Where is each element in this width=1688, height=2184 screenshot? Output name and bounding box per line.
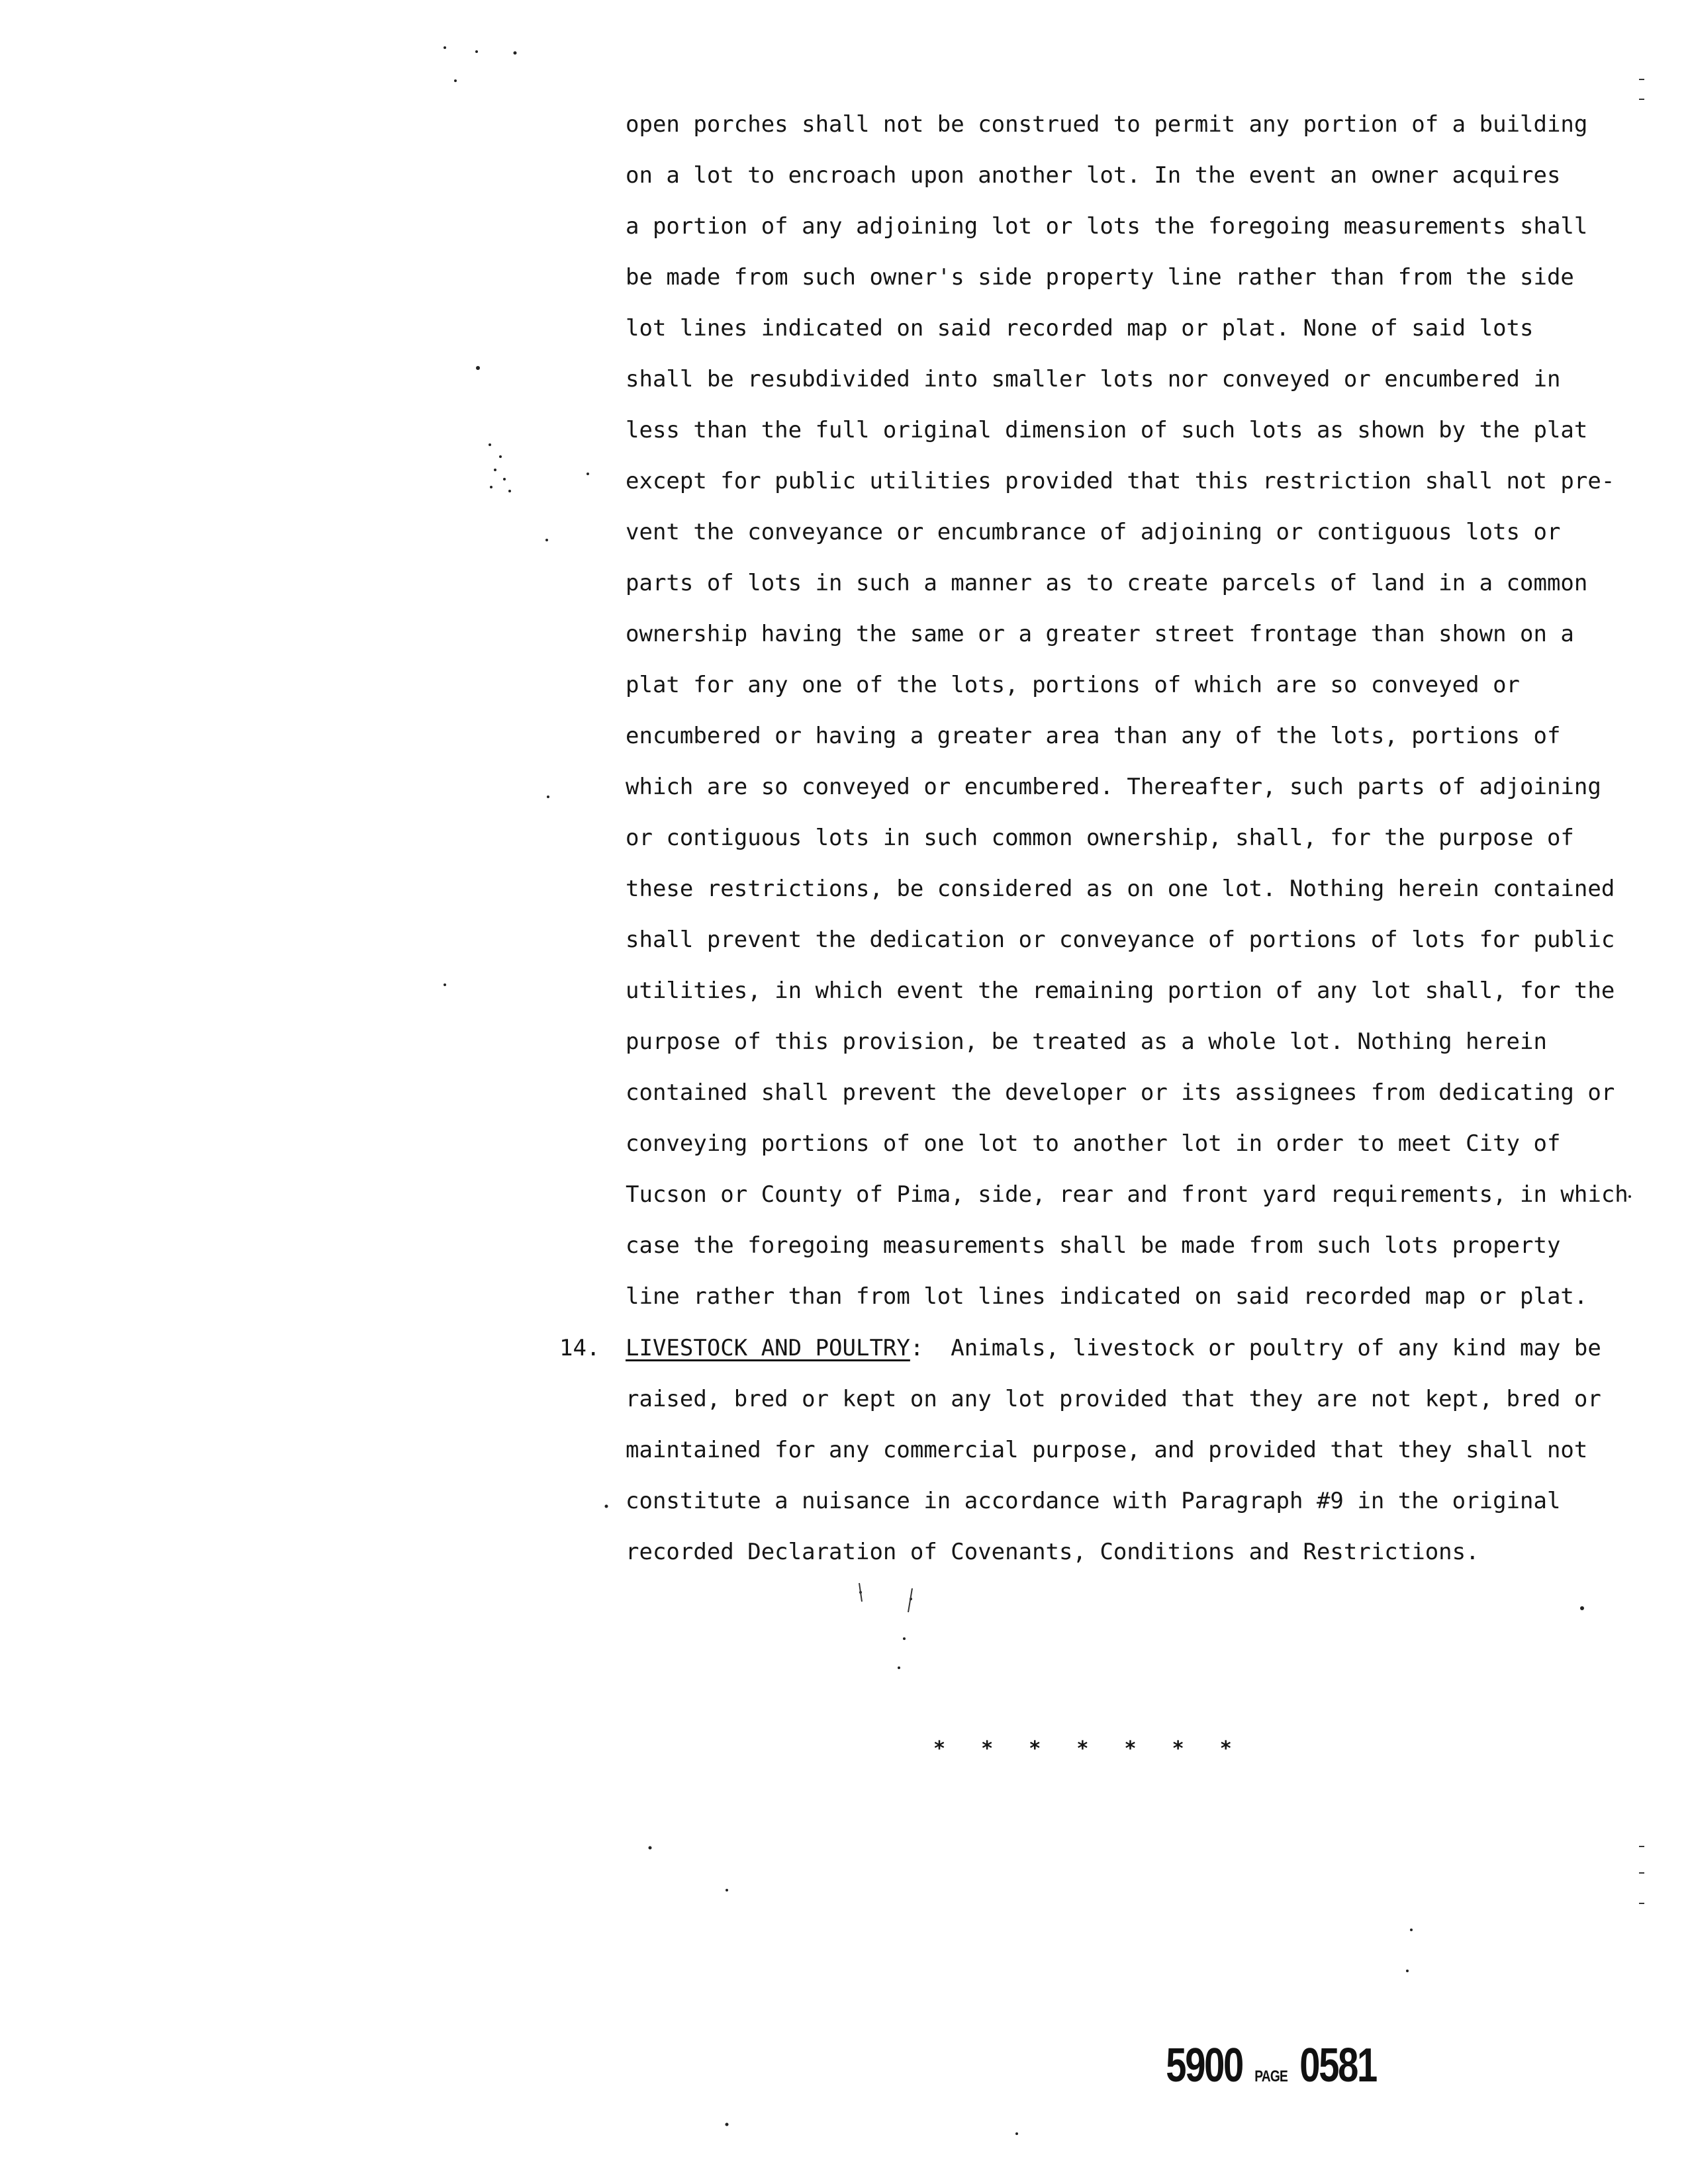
text-line: case the foregoing measurements shall be made from such lots property: [626, 1232, 1561, 1259]
text-line: maintained for any commercial purpose, and provided that they shall not: [626, 1437, 1588, 1463]
text-line: plat for any one of the lots, portions of which are so conveyed or: [626, 672, 1521, 698]
text-line: recorded Declaration of Covenants, Conditions and Restrictions.: [626, 1539, 1479, 1565]
heading-colon: :: [910, 1335, 924, 1361]
text-line: line rather than from lot lines indicated on said recorded map or plat.: [626, 1283, 1588, 1310]
paragraph-number: 14.: [559, 1335, 600, 1361]
section-separator: * * * * * * *: [933, 1737, 1244, 1760]
text-line: conveying portions of one lot to another lot in order to meet City of: [626, 1130, 1561, 1157]
text-line: lot lines indicated on said recorded map or plat. None of said lots: [626, 315, 1534, 341]
text-line: less than the full original dimension of such lots as shown by the plat: [626, 417, 1588, 443]
text-line: shall prevent the dedication or conveyance of portions of lots for public: [626, 927, 1615, 953]
text-line: contained shall prevent the developer or its assignees from dedicating or: [626, 1079, 1615, 1106]
text-line: shall be resubdivided into smaller lots nor conveyed or encumbered in: [626, 366, 1561, 392]
text-line: vent the conveyance or encumbrance of adjoining or contiguous lots or: [626, 519, 1561, 545]
text-line: or contiguous lots in such common ownership, shall, for the purpose of: [626, 825, 1574, 851]
text-line: these restrictions, be considered as on one lot. Nothing herein contained: [626, 876, 1615, 902]
text-line: constitute a nuisance in accordance with Paragraph #9 in the original: [626, 1488, 1561, 1514]
text-line: which are so conveyed or encumbered. Thereafter, such parts of adjoining: [626, 774, 1601, 800]
text-line: Tucson or County of Pima, side, rear and front yard requirements, in which: [626, 1181, 1628, 1208]
book-number: 5900: [1166, 2039, 1243, 2092]
text-line: utilities, in which event the remaining portion of any lot shall, for the: [626, 978, 1615, 1004]
page-number: 0581: [1299, 2039, 1377, 2092]
text-line: parts of lots in such a manner as to create parcels of land in a common: [626, 570, 1588, 596]
text-line: encumbered or having a greater area than any of the lots, portions of: [626, 723, 1561, 749]
text-line: a portion of any adjoining lot or lots the foregoing measurements shall: [626, 213, 1588, 240]
first-line-text: Animals, livestock or poultry of any kind may be: [923, 1335, 1601, 1361]
text-line: raised, bred or kept on any lot provided that they are not kept, bred or: [626, 1386, 1601, 1412]
text-line: open porches shall not be construed to permit any portion of a building: [626, 111, 1588, 138]
text-line: be made from such owner's side property line rather than from the side: [626, 264, 1574, 291]
text-line: on a lot to encroach upon another lot. In the event an owner acquires: [626, 162, 1561, 189]
page-label: PAGE: [1254, 2068, 1288, 2085]
text-line: ownership having the same or a greater street frontage than shown on a: [626, 621, 1574, 647]
text-line: except for public utilities provided that this restriction shall not pre-: [626, 468, 1615, 494]
text-line: purpose of this provision, be treated as a whole lot. Nothing herein: [626, 1028, 1547, 1055]
paragraph-heading: LIVESTOCK AND POULTRY: [626, 1335, 910, 1361]
